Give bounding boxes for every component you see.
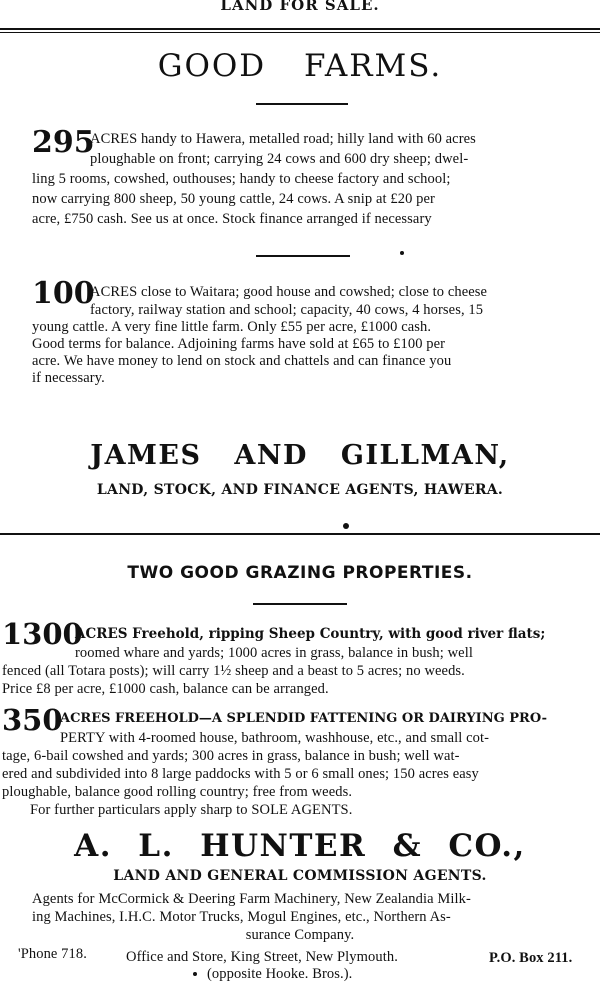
listing-line: Price £8 per acre, £1000 cash, balance can be arranged. (2, 681, 329, 697)
listing-line: ploughable, balance good rolling country; free from weeds. (2, 784, 353, 800)
listing-line: ACRES close to Waitara; good house and cowshed; close to cheese (90, 284, 488, 300)
listing-line: acre, £750 cash. See us at once. Stock finance arranged if necessary (32, 211, 432, 227)
listing-line: For further particulars apply sharp to SOLE AGENTS. (30, 802, 353, 818)
listing-line: ploughable on front; carrying 24 cows and 600 dry sheep; dwel- (90, 151, 469, 167)
agent-office-landmark: (opposite Hooke. Bros.). (207, 966, 353, 982)
section-title-grazing: TWO GOOD GRAZING PROPERTIES. (127, 563, 473, 583)
listing-line: ACRES FREEHOLD—A SPLENDID FATTENING OR DAIRYING PRO- (60, 711, 548, 726)
agent-pobox: P.O. Box 211. (489, 950, 573, 966)
listing-acreage: 100 (32, 276, 95, 311)
title-underline (253, 603, 347, 605)
agent-tagline: LAND, STOCK, AND FINANCE AGENTS, HAWERA. (96, 482, 504, 498)
listing-line: tage, 6-bail cowshed and yards; 300 acres in grass, balance in bush; well wat- (2, 748, 460, 764)
section-divider (0, 533, 600, 535)
listing-line: roomed whare and yards; 1000 acres in grass, balance in bush; well (75, 645, 473, 661)
listing-line: acre. We have money to lend on stock and chattels and can finance you (32, 353, 452, 369)
agent-description: Agents for McCormick & Deering Farm Machinery, New Zealandia Milk- (32, 891, 471, 907)
listing-acreage: 295 (32, 125, 95, 160)
print-speck (343, 523, 349, 529)
listing-line: PERTY with 4-roomed house, bathroom, washhouse, etc., and small cot- (60, 730, 490, 746)
agent-tagline: LAND AND GENERAL COMMISSION AGENTS. (113, 868, 487, 884)
header-divider (0, 28, 600, 30)
listing-line: now carrying 800 sheep, 50 young cattle, 24 cows. A snip at £20 per (32, 191, 435, 207)
agent-phone: 'Phone 718. (18, 946, 87, 962)
listing-divider (256, 255, 350, 257)
listing-line: factory, railway station and school; capacity, 40 cows, 4 horses, 15 (90, 302, 484, 318)
agent-name: A. L. HUNTER & CO., (74, 828, 526, 864)
agent-office: Office and Store, King Street, New Plymouth. (126, 949, 398, 965)
listing-line: ered and subdivided into 8 large paddocks with 5 or 6 small ones; 150 acres easy (2, 766, 479, 782)
section-title-good-farms: GOOD FARMS. (157, 48, 443, 84)
agent-description: surance Company. (245, 927, 355, 943)
print-speck (400, 251, 404, 255)
print-speck (193, 972, 197, 976)
listing-line: fenced (all Totara posts); will carry 1½ sheep and a beast to 5 acres; no weeds. (2, 663, 465, 679)
agent-name: JAMES AND GILLMAN, (90, 440, 510, 471)
listing-line: Good terms for balance. Adjoining farms have sold at £65 to £100 per (32, 336, 446, 352)
listing-line: ling 5 rooms, cowshed, outhouses; handy to cheese factory and school; (32, 171, 451, 187)
listing-line: if necessary. (32, 370, 105, 386)
title-underline (256, 103, 348, 105)
listing-acreage: 350 (2, 703, 63, 737)
listing-line: ACRES Freehold, ripping Sheep Country, with good river flats; (75, 626, 546, 642)
listing-line: young cattle. A very fine little farm. Only £55 per acre, £1000 cash. (32, 319, 432, 335)
listing-acreage: 1300 (2, 617, 83, 651)
listing-line: ACRES handy to Hawera, metalled road; hilly land with 60 acres (90, 131, 476, 147)
header-divider-thin (0, 32, 600, 33)
header-title: LAND FOR SALE. (220, 0, 380, 14)
agent-description: ing Machines, I.H.C. Motor Trucks, Mogul Engines, etc., Northern As- (32, 909, 451, 925)
